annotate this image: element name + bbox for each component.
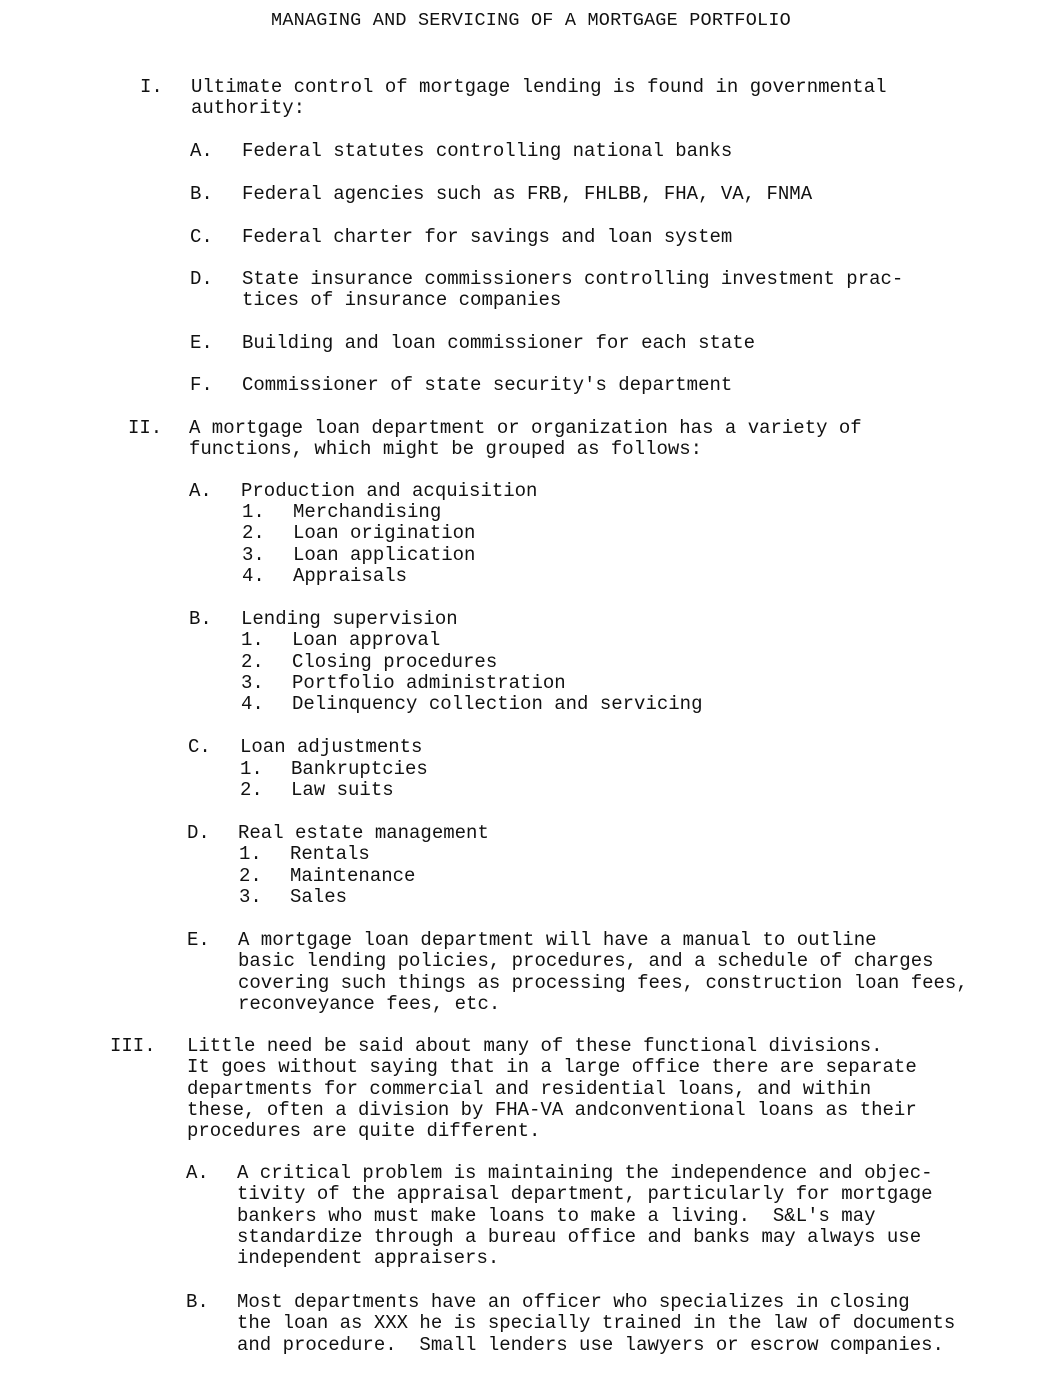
item-text: A critical problem is maintaining the independence and objec- tivity of the appraisal department, particularly for mortgage bankers who must make loans to make a living. S&L's may standardize through a bureau office and banks may always use independent appraisers. [237,1162,933,1270]
item-text: Building and loan commissioner for each state [242,332,756,354]
item-text: Federal charter for savings and loan system [242,226,733,248]
item-letter: B. [190,183,213,205]
sub-text: Merchandising [293,501,442,523]
item-letter: B. [186,1291,209,1313]
sub-number: 1. [240,758,263,780]
item-letter: E. [190,332,213,354]
sub-text: Delinquency collection and servicing [292,693,703,715]
section-number: II. [128,417,163,439]
item-letter: F. [190,374,213,396]
sub-text: Loan approval [292,629,441,651]
item-text: Loan adjustments [240,736,423,758]
sub-number: 2. [241,651,264,673]
section-number: III. [110,1035,156,1057]
sub-number: 3. [241,672,264,694]
item-text: Most departments have an officer who specializes in closing the loan as XXX he is specially trained in the law of documents and procedure. Small lenders use lawyers or escrow companies. [237,1291,956,1356]
sub-text: Bankruptcies [291,758,428,780]
sub-text: Appraisals [293,565,408,587]
section-number: I. [140,76,163,98]
sub-number: 2. [239,865,262,887]
item-letter: D. [190,268,213,290]
sub-text: Loan origination [293,522,476,544]
sub-text: Maintenance [290,865,416,887]
item-text: Production and acquisition [241,480,538,502]
item-letter: C. [188,736,211,758]
item-text: A mortgage loan department will have a manual to outline basic lending policies, procedures, and a schedule of charges covering such things as processing fees, construction loan fees, reconveyance fees, etc. [238,929,968,1015]
item-letter: B. [189,608,212,630]
item-text: Federal agencies such as FRB, FHLBB, FHA, VA, FNMA [242,183,813,205]
section-text: A mortgage loan department or organization has a variety of functions, which might be grouped as follows: [189,417,862,461]
section-text: Ultimate control of mortgage lending is found in governmental authority: [191,76,887,120]
sub-text: Closing procedures [292,651,498,673]
item-text: Lending supervision [241,608,458,630]
sub-number: 2. [242,522,265,544]
item-text: Commissioner of state security's department [242,374,733,396]
item-letter: C. [190,226,213,248]
sub-number: 4. [242,565,265,587]
item-letter: A. [190,140,213,162]
sub-text: Sales [290,886,348,908]
item-letter: D. [187,822,210,844]
item-text: State insurance commissioners controlling investment prac- tices of insurance companies [242,268,904,312]
item-letter: A. [189,480,212,502]
sub-number: 2. [240,779,263,801]
item-letter: E. [187,929,210,951]
sub-number: 1. [241,629,264,651]
sub-text: Portfolio administration [292,672,566,694]
sub-text: Law suits [291,779,394,801]
sub-text: Loan application [293,544,476,566]
page-title: MANAGING AND SERVICING OF A MORTGAGE PORTFOLIO [271,10,791,31]
sub-number: 1. [242,501,265,523]
sub-number: 3. [239,886,262,908]
sub-text: Rentals [290,843,370,865]
item-text: Real estate management [238,822,489,844]
sub-number: 1. [239,843,262,865]
section-text: Little need be said about many of these functional divisions. It goes without saying that in a large office there are separate departments for commercial and residential loans, and within these, often a division by FHA-VA andconventional loans as their procedures are quite different. [187,1035,917,1143]
item-text: Federal statutes controlling national banks [242,140,733,162]
sub-number: 4. [241,693,264,715]
item-letter: A. [186,1162,209,1184]
sub-number: 3. [242,544,265,566]
